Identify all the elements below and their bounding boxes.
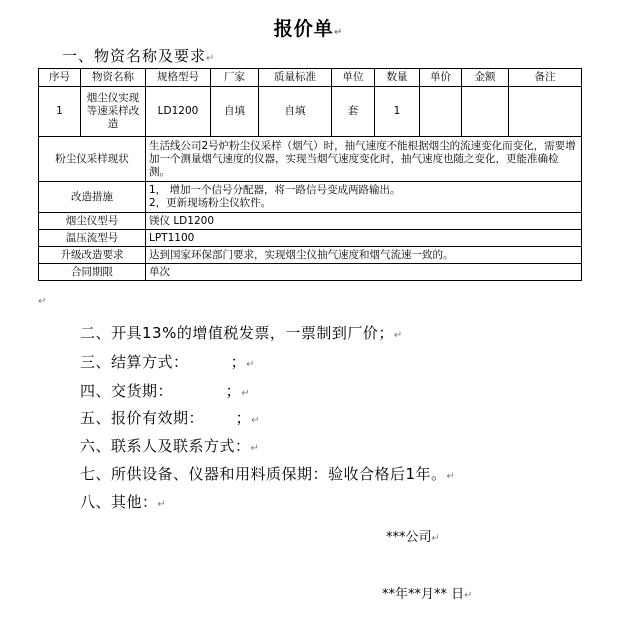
table-row — [39, 247, 582, 264]
row-value — [146, 182, 582, 213]
header-cell: 备注 — [509, 69, 582, 87]
table-row — [39, 230, 582, 247]
item-remark-cell — [509, 87, 582, 137]
row-label: 升级改造要求 — [39, 247, 146, 264]
clause-3: 三、结算方式： ；↵ — [80, 353, 256, 371]
header-cell: 单价 — [420, 69, 462, 87]
section-heading: 一、物资名称及要求↵ — [62, 47, 216, 65]
clause-8: 八、其他：↵ — [80, 493, 167, 511]
item-unit-cell: 套 — [332, 87, 375, 137]
item-name-cell: 烟尘仪实现等速采样改造 — [81, 87, 146, 137]
clause-7: 七、所供设备、仪器和用料质保期：验收合格后1年。↵ — [80, 465, 456, 483]
item-qty-cell: 1 — [375, 87, 420, 137]
table-row — [39, 264, 582, 281]
row-label: 改造措施 — [39, 182, 146, 213]
table-row — [39, 182, 582, 213]
item-no-cell: 1 — [39, 87, 81, 137]
header-cell: 序号 — [39, 69, 81, 87]
row-value: 单次 — [146, 264, 582, 281]
header-cell: 物资名称 — [81, 69, 146, 87]
company-name: ***公司↵ — [386, 530, 440, 545]
header-cell: 质量标准 — [259, 69, 332, 87]
item-amount-cell — [462, 87, 509, 137]
clause-5: 五、报价有效期： ；↵ — [80, 409, 260, 427]
quote-table — [38, 68, 582, 281]
header-cell: 单位 — [332, 69, 375, 87]
row-value: 达到国家环保部门要求，实现烟尘仪抽气速度和烟气流速一致的。 — [146, 247, 582, 264]
row-value: 镁仪 LD1200 — [146, 213, 582, 230]
measure-line: 1， 增加一个信号分配器，将一路信号变成两路输出。 — [149, 184, 401, 196]
paragraph-mark: ↵ — [333, 27, 344, 38]
item-maker-cell: 自填 — [211, 87, 259, 137]
header-cell: 规格型号 — [146, 69, 211, 87]
measure-line: 2，更新现场粉尘仪软件。 — [149, 197, 272, 209]
header-cell: 厂家 — [211, 69, 259, 87]
table-header-row — [39, 69, 582, 87]
row-label: 烟尘仪型号 — [39, 213, 146, 230]
row-value: 生活线公司2号炉粉尘仪采样（烟气）时，抽气速度不能根据烟尘的流速变化而变化，需要增加一个测量烟气速度的仪器，实现当烟气速度变化时，抽气速度也随之变化，更能准确检测。 — [146, 137, 582, 182]
row-label: 温压流型号 — [39, 230, 146, 247]
item-price-cell — [420, 87, 462, 137]
paragraph-mark: ↵ — [206, 53, 216, 64]
paragraph-mark: ↵ — [38, 296, 47, 307]
table-row — [39, 213, 582, 230]
item-model-cell: LD1200 — [146, 87, 211, 137]
clause-6: 六、联系人及联系方式：↵ — [80, 437, 260, 455]
table-row — [39, 87, 582, 137]
item-quality-cell: 自填 — [259, 87, 332, 137]
document-title: 报价单↵ — [273, 18, 344, 40]
clause-4: 四、交货期： ；↵ — [80, 382, 251, 400]
table-row — [39, 137, 582, 182]
row-value: LPT1100 — [146, 230, 582, 247]
row-label: 合同期限 — [39, 264, 146, 281]
header-cell: 数量 — [375, 69, 420, 87]
signature-date: **年**月** 日↵ — [382, 587, 473, 602]
clause-2: 二、开具13%的增值税发票，一票制到厂价；↵ — [80, 324, 403, 342]
row-label: 粉尘仪采样现状 — [39, 137, 146, 182]
header-cell: 金额 — [462, 69, 509, 87]
